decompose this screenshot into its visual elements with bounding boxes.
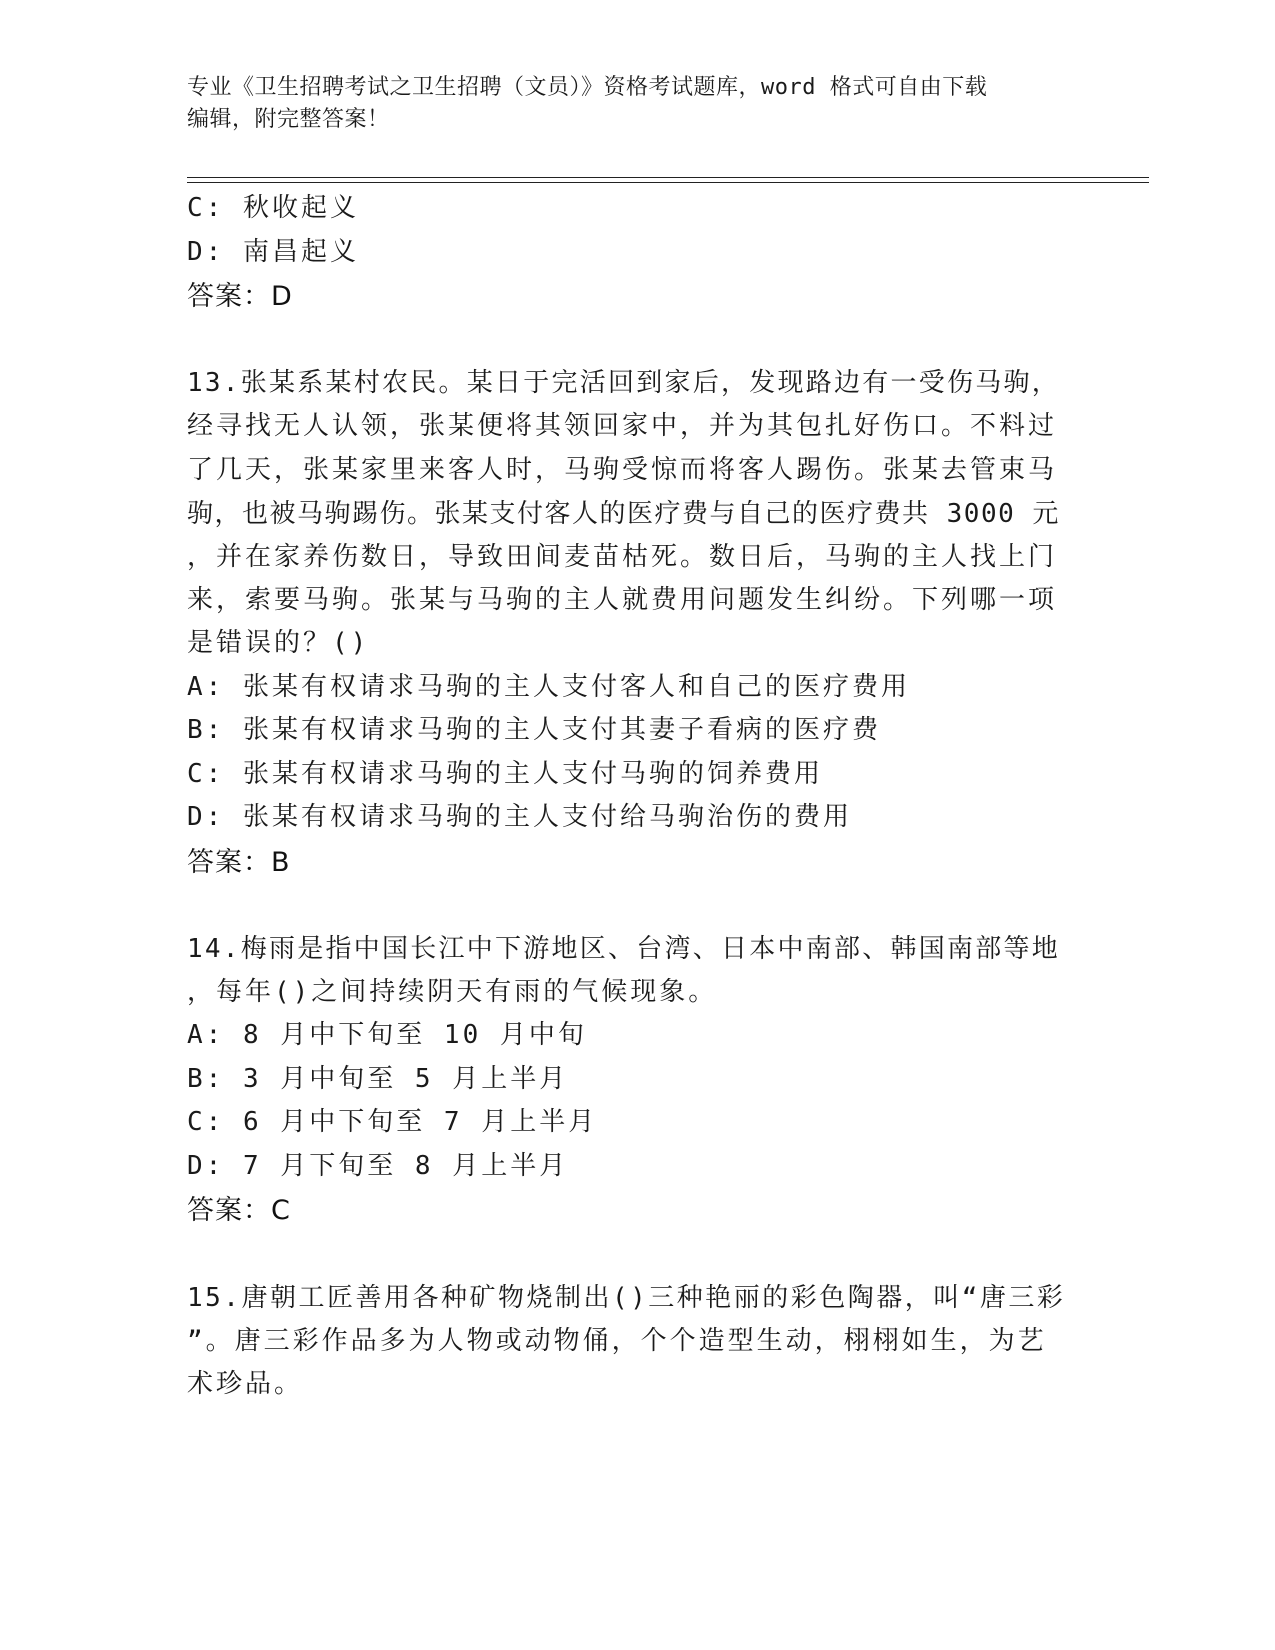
header-divider-bottom bbox=[187, 182, 1149, 183]
q13-stem-line: 来，索要马驹。张某与马驹的主人就费用问题发生纠纷。下列哪一项 bbox=[187, 585, 1058, 615]
q13-stem-line: 经寻找无人认领，张某便将其领回家中，并为其包扎好伤口。不料过 bbox=[187, 411, 1058, 441]
q14-option-c: C: 6 月中下旬至 7 月上半月 bbox=[187, 1107, 598, 1137]
q14-option-a: A: 8 月中下旬至 10 月中旬 bbox=[187, 1020, 587, 1050]
q13-stem-line: ，并在家养伤数日，导致田间麦苗枯死。数日后，马驹的主人找上门 bbox=[187, 542, 1058, 572]
q12-option-d: D: 南昌起义 bbox=[187, 237, 359, 267]
q14-answer: 答案：C bbox=[187, 1195, 291, 1226]
q14-stem-line: 14.梅雨是指中国长江中下游地区、台湾、日本中南部、韩国南部等地 bbox=[187, 934, 1060, 964]
q14-option-d: D: 7 月下旬至 8 月上半月 bbox=[187, 1151, 569, 1181]
q13-stem-line: 是错误的？() bbox=[187, 628, 370, 658]
header-divider-top bbox=[187, 177, 1149, 178]
q13-option-a: A: 张某有权请求马驹的主人支付客人和自己的医疗费用 bbox=[187, 672, 910, 702]
q13-option-b: B: 张某有权请求马驹的主人支付其妻子看病的医疗费 bbox=[187, 715, 881, 745]
q13-option-d: D: 张某有权请求马驹的主人支付给马驹治伤的费用 bbox=[187, 802, 852, 832]
q12-option-c: C: 秋收起义 bbox=[187, 193, 359, 223]
q14-option-b: B: 3 月中旬至 5 月上半月 bbox=[187, 1064, 569, 1094]
q13-option-c: C: 张某有权请求马驹的主人支付马驹的饲养费用 bbox=[187, 759, 823, 789]
q13-stem-line: 13.张某系某村农民。某日于完活回到家后，发现路边有一受伤马驹， bbox=[187, 368, 1060, 398]
q15-stem-line: 术珍品。 bbox=[187, 1369, 304, 1399]
header-line-2: 编辑，附完整答案！ bbox=[187, 107, 390, 132]
q13-stem-line: 驹，也被马驹踢伤。张某支付客人的医疗费与自己的医疗费共 3000 元 bbox=[187, 499, 1060, 529]
q15-stem-line: 15.唐朝工匠善用各种矿物烧制出()三种艳丽的彩色陶器，叫“唐三彩 bbox=[187, 1283, 1066, 1313]
q13-answer: 答案：B bbox=[187, 847, 291, 878]
q12-answer: 答案：D bbox=[187, 281, 293, 312]
q13-stem-line: 了几天，张某家里来客人时，马驹受惊而将客人踢伤。张某去管束马 bbox=[187, 455, 1058, 485]
q14-stem-line: ，每年()之间持续阴天有雨的气候现象。 bbox=[187, 977, 718, 1007]
header-line-1: 专业《卫生招聘考试之卫生招聘（文员）》资格考试题库，word 格式可自由下载 bbox=[187, 75, 988, 100]
q15-stem-line: ”。唐三彩作品多为人物或动物俑，个个造型生动，栩栩如生，为艺 bbox=[187, 1326, 1047, 1356]
page-header bbox=[187, 72, 1067, 136]
